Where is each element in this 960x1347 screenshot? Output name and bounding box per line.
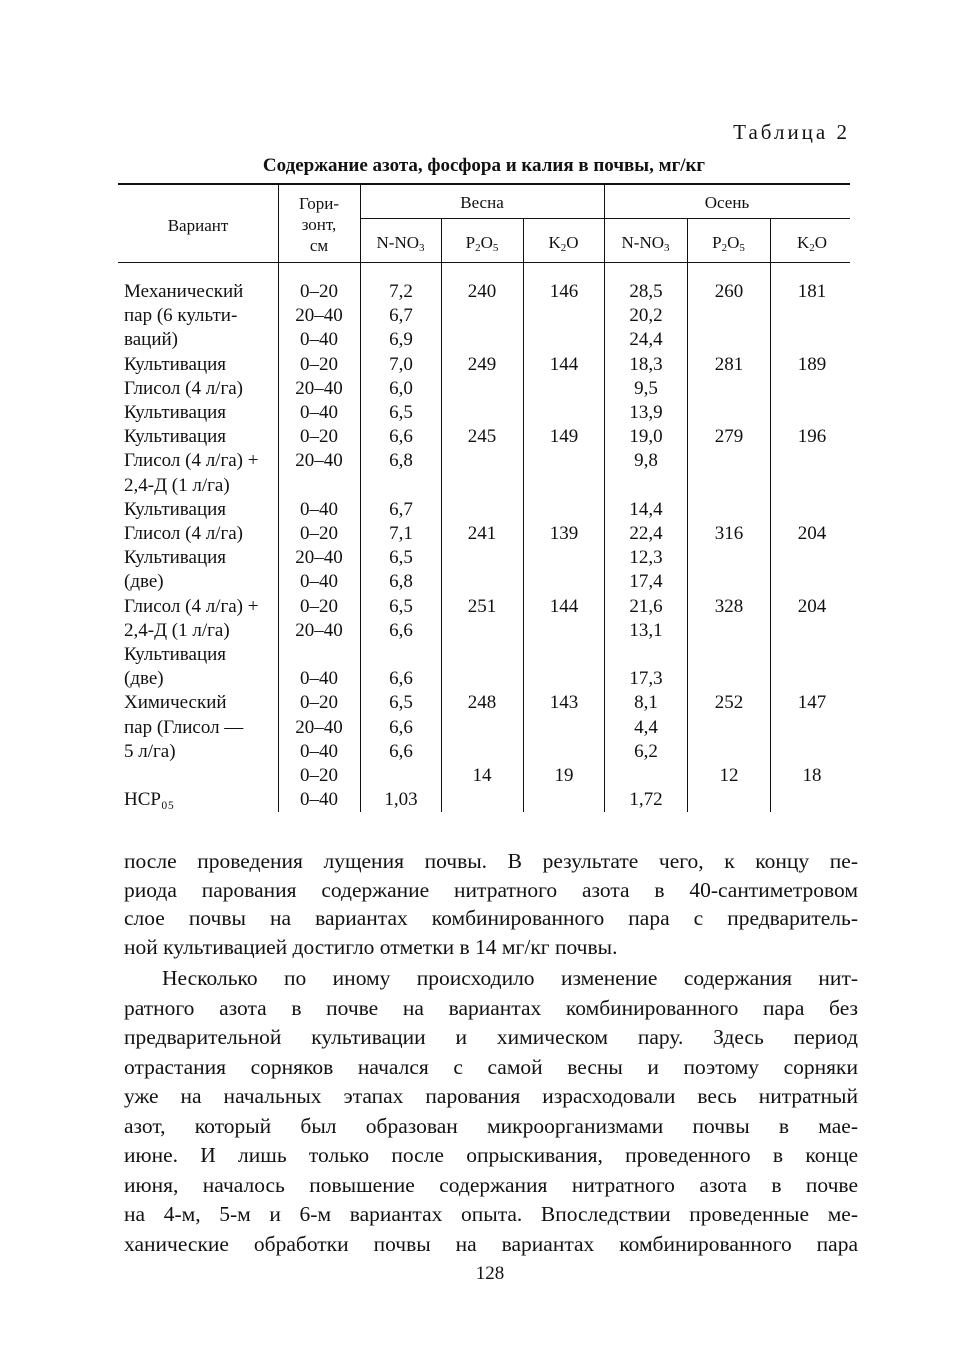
horizon-cell: 20–40	[295, 619, 343, 641]
formula: P	[712, 233, 722, 252]
autumn-k2o-cell: 204	[797, 595, 827, 617]
table-row	[0, 788, 960, 812]
autumn-n-no3-cell: 14,4	[629, 498, 663, 520]
spring-p2o5-cell: 240	[467, 281, 497, 302]
formula-sub: 5	[492, 242, 499, 254]
spring-n-no3-cell: 6,5	[389, 595, 413, 617]
autumn-k2o-cell: 147	[797, 692, 827, 714]
spring-k2o-cell: 139	[549, 523, 579, 544]
spring-n-no3-cell: 6,5	[389, 402, 413, 423]
spring-n-no3-cell: 6,8	[389, 571, 413, 593]
autumn-n-no3-cell: 24,4	[629, 329, 663, 351]
horizon-cell: 0–40	[300, 789, 338, 811]
header-bottom-rule	[118, 262, 850, 263]
table-top-rule	[118, 183, 850, 185]
paragraph-2-line: предварительной культивации и химическом пару. Здесь период	[124, 1025, 858, 1049]
header-spring: Весна	[460, 193, 504, 212]
header-autumn: Осень	[704, 193, 750, 212]
autumn-n-no3-cell: 4,4	[634, 716, 658, 738]
horizon-cell: 20–40	[295, 377, 343, 399]
autumn-k2o-cell: 196	[797, 426, 827, 448]
page-number: 128	[475, 1263, 505, 1284]
autumn-n-no3-cell: 12,3	[629, 547, 663, 569]
table-row	[0, 449, 960, 473]
variant-cell: пар (Глисол —	[124, 716, 244, 738]
spring-p2o5-cell: 249	[467, 353, 497, 375]
autumn-p2o5-cell: 281	[714, 353, 744, 375]
spring-k2o-cell: 143	[549, 692, 579, 714]
horizon-cell: 0–20	[300, 692, 338, 714]
variant-cell: ваций)	[124, 329, 178, 351]
paragraph-2-line: уже на начальных этапах парования израсходовали весь нитратный	[124, 1084, 858, 1108]
horizon-cell: 0–40	[300, 740, 338, 762]
table-label: Таблица 2	[733, 120, 850, 144]
spring-p2o5-cell: 245	[467, 426, 497, 448]
paragraph-1-line: слое почвы на вариантах комбинированного пара с предваритель-	[124, 906, 858, 930]
horizon-cell: 0–40	[300, 402, 338, 423]
formula: O	[727, 233, 740, 252]
spring-n-no3-cell: 6,6	[389, 426, 413, 448]
paragraph-2-line: Несколько по иному происходило изменение содержания нит-	[162, 966, 858, 990]
spring-n-no3-cell: 6,6	[389, 740, 413, 762]
spring-k2o-cell: 19	[554, 765, 574, 786]
header-mid-rule	[360, 218, 850, 219]
formula: K	[796, 233, 810, 252]
paragraph-2-line: ратного азота в почве на вариантах комбинированного пара без	[124, 995, 858, 1020]
horizon-cell: 0–40	[300, 571, 338, 593]
table-row	[0, 667, 960, 691]
paragraph-2-line: ханические обработки почвы на вариантах комбинированного пара	[124, 1231, 858, 1256]
table-row	[0, 377, 960, 401]
spring-k2o-cell: 149	[549, 426, 579, 448]
autumn-n-no3-cell: 18,3	[629, 353, 663, 375]
horizon-cell: 0–20	[300, 353, 338, 375]
autumn-p2o5-cell: 328	[714, 595, 744, 617]
paragraph-2-line: отрастания сорняков начался с самой весны и поэтому сорняки	[124, 1054, 858, 1079]
spring-n-no3-cell: 6,9	[389, 329, 413, 351]
formula-sub: 2	[809, 242, 815, 254]
table-row	[0, 619, 960, 643]
autumn-n-no3-cell: 9,8	[634, 450, 658, 472]
autumn-n-no3-cell: 8,1	[634, 692, 658, 714]
spring-n-no3-cell: 7,2	[389, 281, 413, 302]
spring-n-no3-cell: 7,1	[389, 523, 413, 544]
spring-n-no3-cell: 6,6	[389, 716, 413, 738]
horizon-cell: 20–40	[295, 547, 343, 569]
autumn-n-no3-cell: 13,1	[629, 619, 663, 641]
variant-cell: (две)	[124, 668, 164, 690]
formula-sub: 3	[419, 242, 425, 254]
table-row	[0, 691, 960, 715]
horizon-cell: 0–20	[300, 281, 338, 302]
variant-cell: пар (6 культи-	[124, 305, 238, 327]
header-spring-n-no3	[360, 232, 441, 253]
table-title: Содержание азота, фосфора и калия в почвы, мг/кг	[262, 155, 706, 176]
spring-p2o5-cell: 241	[467, 523, 497, 544]
header-horizon-line: зонт,	[301, 215, 337, 234]
table-row	[0, 716, 960, 740]
table-row	[0, 304, 960, 328]
table-row	[0, 280, 960, 304]
formula: O	[480, 233, 493, 252]
horizon-cell: 20–40	[295, 305, 343, 327]
variant-cell: Механический	[124, 281, 244, 302]
autumn-n-no3-cell: 1,72	[629, 789, 663, 811]
paragraph-2-line: на 4-м, 5-м и 6-м вариантах опыта. Впоследствии проведенные ме-	[124, 1202, 858, 1226]
paragraph-1-line: после проведения лущения почвы. В результате чего, к концу пе-	[124, 849, 858, 873]
formula-sub: 2	[475, 242, 481, 254]
horizon-cell: 20–40	[295, 716, 343, 738]
formula: O	[566, 233, 579, 252]
header-autumn-k2o	[770, 232, 854, 253]
header-horizon-line: Гори-	[298, 194, 340, 213]
table-row	[0, 474, 960, 498]
autumn-n-no3-cell: 6,2	[634, 740, 658, 762]
spring-n-no3-cell: 6,6	[389, 619, 413, 641]
horizon-cell: 0–20	[300, 765, 338, 786]
horizon-cell: 0–20	[300, 523, 338, 544]
autumn-n-no3-cell: 28,5	[629, 281, 663, 302]
autumn-p2o5-cell: 279	[714, 426, 744, 448]
horizon-cell: 0–20	[300, 595, 338, 617]
variant-cell: 2,4-Д (1 л/га)	[124, 619, 230, 641]
autumn-k2o-cell: 204	[797, 523, 827, 544]
formula: O	[814, 233, 828, 252]
autumn-n-no3-cell: 21,6	[629, 595, 663, 617]
table-row	[0, 740, 960, 764]
header-horizon-line: см	[309, 236, 329, 255]
autumn-n-no3-cell: 20,2	[629, 305, 663, 327]
formula-sub: 5	[739, 242, 745, 254]
variant-cell: Глисол (4 л/га)	[124, 377, 244, 399]
spring-n-no3-cell: 6,5	[389, 547, 413, 569]
header-spring-p2o5	[441, 232, 523, 253]
horizon-cell: 0–40	[300, 668, 338, 690]
horizon-cell: 0–40	[300, 329, 338, 351]
variant-cell: Химический	[124, 692, 227, 714]
autumn-n-no3-cell: 19,0	[629, 426, 663, 448]
variant-cell: Глисол (4 л/га) +	[124, 595, 259, 617]
autumn-p2o5-cell: 12	[719, 765, 739, 786]
autumn-k2o-cell: 189	[797, 353, 827, 375]
table-row	[0, 401, 960, 425]
autumn-p2o5-cell: 260	[714, 281, 744, 302]
spring-n-no3-cell: 6,7	[389, 305, 413, 327]
spring-n-no3-cell: 6,6	[389, 668, 413, 690]
autumn-n-no3-cell: 17,4	[629, 571, 663, 593]
paragraph-1-line: ной культивацией достигло отметки в 14 мг/кг почвы.	[124, 934, 618, 959]
table-row	[0, 522, 960, 546]
autumn-k2o-cell: 18	[802, 765, 822, 786]
formula: K	[548, 233, 561, 252]
autumn-p2o5-cell: 316	[714, 523, 744, 544]
variant-cell: Культивация	[124, 353, 227, 375]
spring-p2o5-cell: 248	[467, 692, 497, 714]
table-row	[0, 328, 960, 352]
spring-n-no3-cell: 6,8	[389, 450, 413, 472]
autumn-n-no3-cell: 13,9	[629, 402, 663, 423]
variant-cell: Глисол (4 л/га) +	[124, 450, 259, 472]
autumn-k2o-cell: 181	[797, 281, 827, 302]
table-row	[0, 353, 960, 377]
header-horizon	[278, 193, 360, 256]
spring-k2o-cell: 146	[549, 281, 579, 302]
header-spring-k2o	[523, 232, 604, 253]
autumn-p2o5-cell: 252	[714, 692, 744, 714]
table-row	[0, 595, 960, 619]
spring-k2o-cell: 144	[549, 595, 579, 617]
variant-cell: НСР₀₅	[124, 789, 175, 811]
autumn-n-no3-cell: 22,4	[629, 523, 663, 544]
table-row	[0, 764, 960, 788]
table-row	[0, 425, 960, 449]
header-autumn-p2o5	[687, 232, 770, 253]
spring-n-no3-cell: 6,0	[389, 377, 413, 399]
horizon-cell: 0–20	[300, 426, 338, 448]
paragraph-1-line: риода парования содержание нитратного азота в 40-сантиметровом	[124, 877, 858, 902]
paragraph-2-line: азот, который был образован микроорганизмами почвы в мае-	[124, 1113, 858, 1138]
variant-cell: 2,4-Д (1 л/га)	[124, 474, 230, 496]
horizon-cell: 20–40	[295, 450, 343, 472]
spring-n-no3-cell: 1,03	[384, 789, 418, 811]
variant-cell: Культивация	[124, 644, 227, 665]
paragraph-2-line: июне. И лишь только после опрыскивания, проведенного в конце	[124, 1143, 858, 1167]
variant-cell: Культивация	[124, 547, 227, 569]
table-row	[0, 546, 960, 570]
variant-cell: Культивация	[124, 498, 227, 520]
autumn-n-no3-cell: 9,5	[634, 377, 658, 399]
spring-k2o-cell: 144	[549, 353, 579, 375]
variant-cell: Культивация	[124, 426, 227, 448]
spring-p2o5-cell: 251	[467, 595, 497, 617]
formula-sub: 2	[721, 242, 728, 254]
spring-n-no3-cell: 7,0	[389, 353, 413, 375]
variant-cell: 5 л/га)	[124, 740, 176, 762]
formula-sub: 2	[560, 242, 567, 254]
table-row	[0, 498, 960, 522]
autumn-n-no3-cell: 17,3	[629, 668, 663, 690]
spring-n-no3-cell: 6,5	[389, 692, 413, 714]
table-row	[0, 643, 960, 667]
formula: P	[465, 233, 476, 252]
header-autumn-n-no3	[604, 232, 687, 253]
header-variant: Вариант	[167, 216, 229, 235]
formula: N-NO	[376, 233, 419, 252]
formula: N-NO	[621, 233, 664, 252]
variant-cell: (две)	[124, 571, 164, 593]
paragraph-2-line: июня, началось повышение содержания нитратного азота в почве	[124, 1172, 858, 1197]
variant-cell: Глисол (4 л/га)	[124, 523, 244, 544]
formula-sub: 3	[664, 242, 670, 254]
horizon-cell: 0–40	[300, 498, 338, 520]
spring-n-no3-cell: 6,7	[389, 498, 413, 520]
table-row	[0, 570, 960, 594]
spring-p2o5-cell: 14	[472, 765, 492, 786]
variant-cell: Культивация	[124, 402, 227, 423]
